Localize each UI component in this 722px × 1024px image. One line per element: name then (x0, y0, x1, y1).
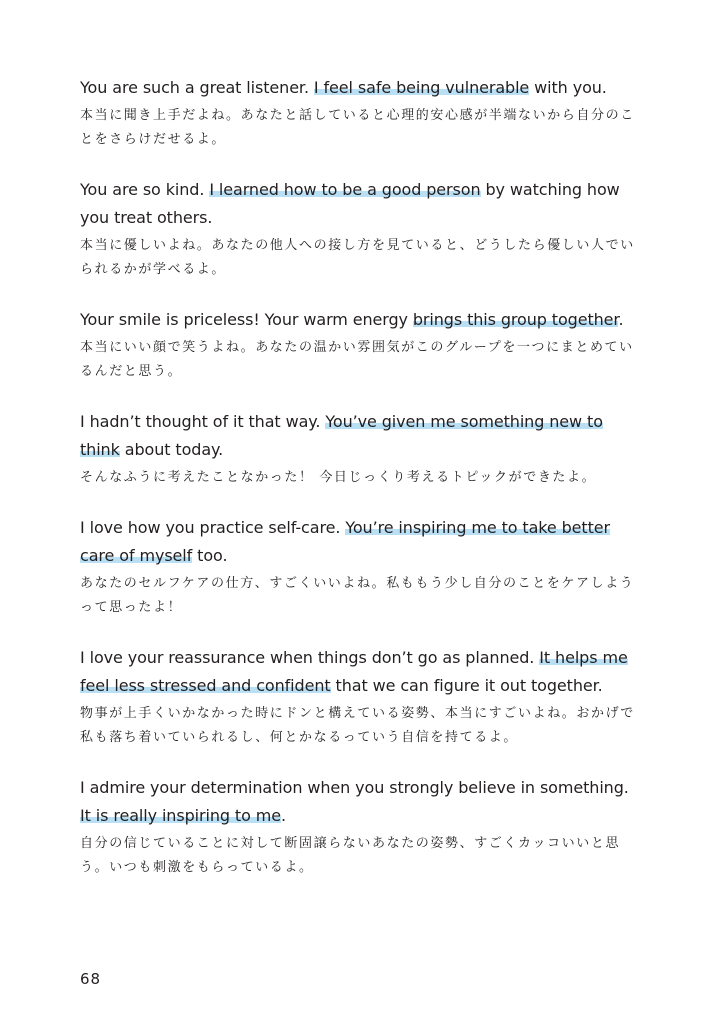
japanese-translation: 本当に優しいよね。あなたの他人への接し方を見ていると、どうしたら優しい人でいられるかが学べるよ。 (80, 238, 635, 277)
japanese-translation: そんなふうに考えたことなかった！ 今日じっくり考えるトピックができたよ。 (80, 470, 597, 485)
highlighted-text: You’re inspiring me to take better care of myself (80, 518, 610, 565)
english-text: I love how you practice self-care. (80, 518, 346, 537)
phrase-item (80, 176, 640, 282)
english-text: by watching how you treat others. (80, 180, 620, 227)
english-text: I admire your determination when you strongly believe in something. (80, 778, 629, 797)
phrase-list (80, 74, 640, 904)
english-text: You are so kind. (80, 180, 210, 199)
phrase-item (80, 774, 640, 880)
english-text: . (280, 806, 286, 825)
page-number: 68 (80, 970, 102, 988)
japanese-translation: 本当に聞き上手だよね。あなたと話していると心理的安心感が半端ないから自分のことをさらけだせるよ。 (80, 108, 635, 147)
highlighted-text: I feel safe being vulnerable (313, 78, 530, 97)
highlighted-text: It helps me feel less stressed and confident (80, 648, 628, 695)
english-sentence (80, 408, 640, 464)
japanese-translation: 自分の信じていることに対して断固譲らないあなたの姿勢、すごくカッコいいと思う。いつも刺激をもらっているよ。 (80, 836, 621, 875)
phrase-item (80, 644, 640, 750)
highlighted-text: You’ve given me something new to think (80, 412, 603, 459)
phrase-item (80, 514, 640, 620)
english-text: about today. (119, 440, 224, 459)
english-text: that we can figure it out together. (330, 676, 603, 695)
english-text: . (618, 310, 624, 329)
english-sentence (80, 176, 640, 232)
highlighted-text: I learned how to be a good person (209, 180, 481, 199)
english-sentence (80, 514, 640, 570)
english-sentence (80, 644, 640, 700)
english-sentence (80, 306, 640, 334)
japanese-translation: 本当にいい顔で笑うよね。あなたの温かい雰囲気がこのグループを一つにまとめているんだと思う。 (80, 340, 634, 379)
english-text: with you. (529, 78, 607, 97)
english-sentence (80, 74, 640, 102)
english-text: Your smile is priceless! Your warm energy (80, 310, 413, 329)
english-text: I love your reassurance when things don’t go as planned. (80, 648, 540, 667)
english-sentence (80, 774, 640, 830)
phrase-item (80, 408, 640, 490)
english-text: too. (192, 546, 228, 565)
english-text: You are such a great listener. (80, 78, 314, 97)
english-text: I hadn’t thought of it that way. (80, 412, 326, 431)
highlighted-text: It is really inspiring to me (80, 806, 281, 825)
phrase-item (80, 74, 640, 152)
highlighted-text: brings this group together (412, 310, 619, 329)
phrase-item (80, 306, 640, 384)
japanese-translation: あなたのセルフケアの仕方、すごくいいよね。私ももう少し自分のことをケアしようって思ったよ！ (80, 576, 635, 615)
japanese-translation: 物事が上手くいかなかった時にドンと構えている姿勢、本当にすごいよね。おかげで私も落ち着いていられるし、何とかなるっていう自信を持てるよ。 (80, 706, 635, 745)
